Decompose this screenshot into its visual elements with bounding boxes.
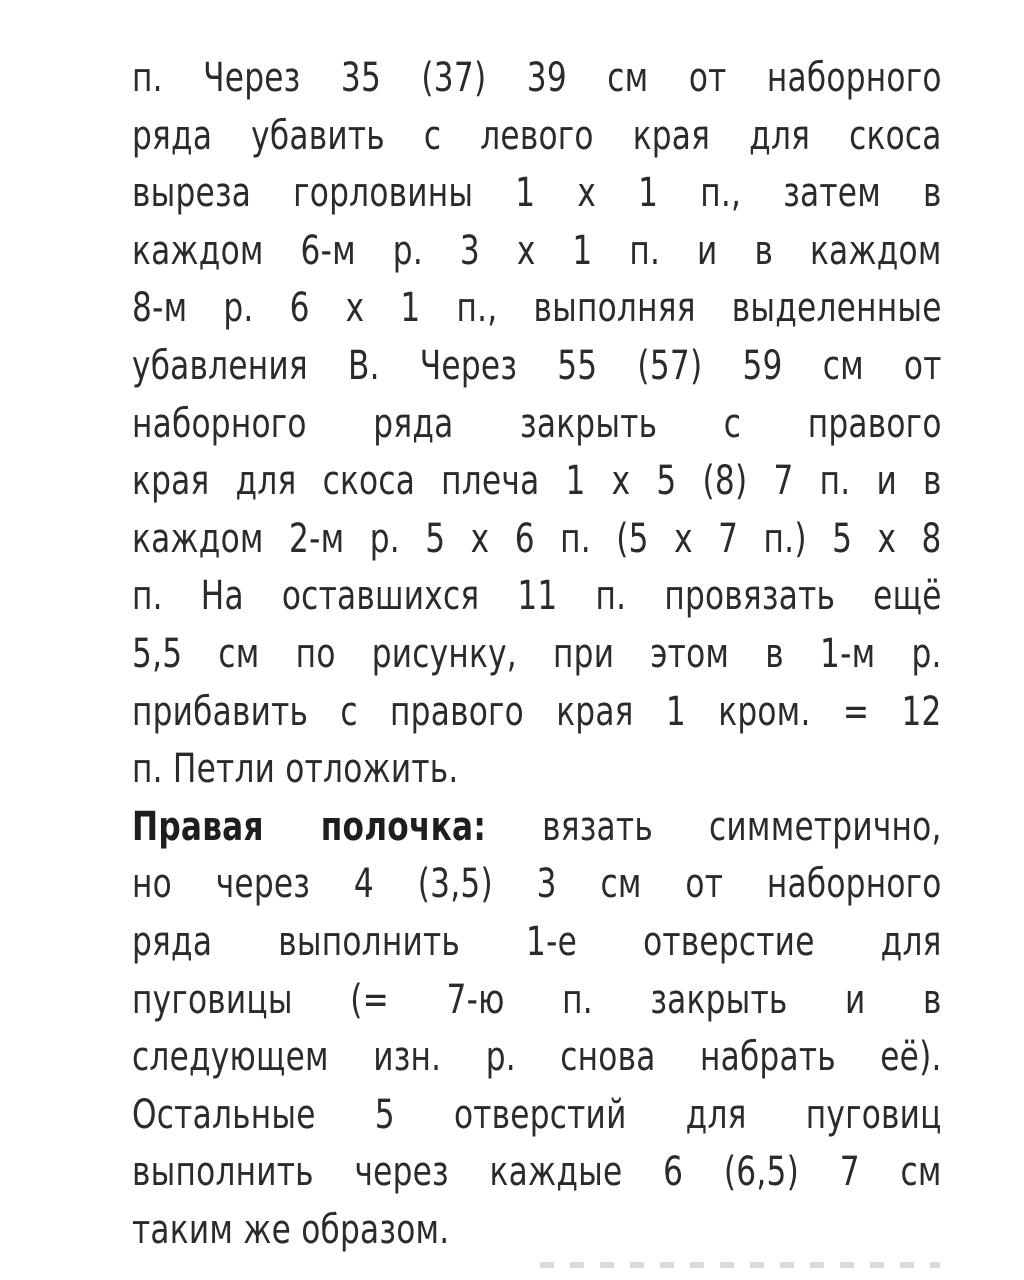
section-line: следующем изн. р. снова набрать её). bbox=[132, 1034, 942, 1081]
text-line: п. Петли отложить. bbox=[132, 746, 459, 793]
section-line: выполнить через каждые 6 (6,5) 7 см bbox=[132, 1149, 942, 1196]
scan-artifact bbox=[540, 1262, 940, 1268]
text-line: каждом 6-м р. 3 х 1 п. и в каждом bbox=[132, 227, 942, 274]
section-line: пуговицы (= 7-ю п. закрыть и в bbox=[132, 976, 942, 1023]
text-line: каждом 2-м р. 5 х 6 п. (5 х 7 п.) 5 х 8 bbox=[132, 515, 942, 562]
text-line: выреза горловины 1 х 1 п., затем в bbox=[132, 170, 942, 217]
text-line: убавления В. Через 55 (57) 59 см от bbox=[132, 342, 942, 389]
text-line: 8-м р. 6 х 1 п., выполняя выделенные bbox=[132, 285, 942, 332]
text-line: ряда убавить с левого края для скоса bbox=[132, 112, 942, 159]
section-heading: Правая полочка: bbox=[132, 803, 487, 850]
text-line: края для скоса плеча 1 х 5 (8) 7 п. и в bbox=[132, 458, 942, 505]
text-line: 5,5 см по рисунку, при этом в 1-м р. bbox=[132, 630, 942, 677]
section-line: но через 4 (3,5) 3 см от наборного bbox=[132, 861, 942, 908]
text-line: п. На оставшихся 11 п. провязать ещё bbox=[132, 573, 942, 620]
text-line: п. Через 35 (37) 39 см от наборного bbox=[132, 55, 942, 101]
section-line: Остальные 5 отверстий для пуговиц bbox=[132, 1091, 942, 1138]
section-line: таким же образом. bbox=[132, 1206, 450, 1253]
section-first-line bbox=[132, 799, 942, 857]
section-heading-continuation: вязать симметрично, bbox=[486, 803, 942, 850]
section-line: ряда выполнить 1-е отверстие для bbox=[132, 918, 942, 965]
text-line: наборного ряда закрыть с правого bbox=[132, 400, 942, 447]
text-column bbox=[132, 50, 942, 1259]
text-line: прибавить с правого края 1 кром. = 12 bbox=[132, 688, 942, 735]
